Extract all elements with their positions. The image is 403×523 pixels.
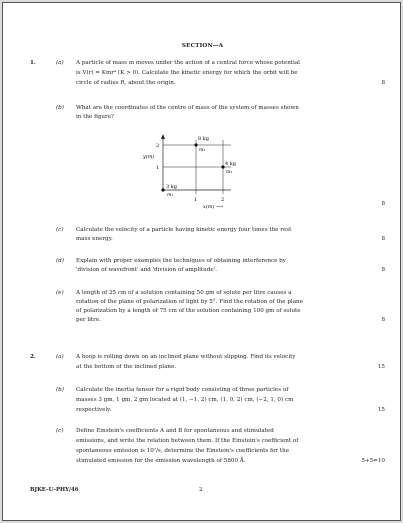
x-axis-label: x(m) ⟶ <box>203 204 224 210</box>
mass-m1-name: m₁ <box>167 193 174 198</box>
q1a-line-3: circle of radius R, about the origin. <box>76 80 176 86</box>
q2a-label: (a) <box>56 354 64 360</box>
mass-m3-value: 8 kg <box>198 136 210 142</box>
exam-page <box>2 2 401 521</box>
q2a-line-1: A hoop is rolling down on an inclined plane without slipping. Find its velocity <box>76 354 296 360</box>
mass-system-figure <box>143 130 248 210</box>
y-axis-label: y(m) <box>143 154 155 160</box>
tick-x2: 2 <box>221 197 225 203</box>
question-2-number: 2. <box>30 354 36 360</box>
q1e-line-3: of polarization by a length of 75 cm of the solution containing 100 gm of solute <box>76 308 301 314</box>
q1b-label: (b) <box>56 105 64 111</box>
q2c-line-2: emissions, and write the relation between them. If the Einstein's coefficient of <box>76 438 299 444</box>
q1c-marks: 8 <box>381 236 385 242</box>
question-1-number: 1. <box>30 60 36 66</box>
q1d-line-1: Explain with proper examples the techniques of obtaining interference by <box>76 258 286 264</box>
q1c-line-2: mass energy. <box>76 236 113 242</box>
q1b-line-2: in the figure? <box>76 114 115 120</box>
mass-m1-dot <box>161 188 164 191</box>
y-axis-arrow <box>161 134 165 139</box>
mass-m3-name: m₃ <box>199 148 206 153</box>
tick-x1: 1 <box>194 197 198 203</box>
q1a-label: (a) <box>56 60 64 66</box>
mass-m3-dot <box>194 143 197 146</box>
q2b-line-2: masses 3 gm, 1 gm, 2 gm located at (1, −1, 2) cm, (1, 0, 2) cm, (−2, 1, 0) cm <box>76 397 294 403</box>
section-title: SECTION—A <box>181 43 224 49</box>
q2b-label: (b) <box>56 387 64 393</box>
q2c-label: (c) <box>56 428 64 434</box>
tick-y2: 2 <box>156 143 160 149</box>
q1c-label: (c) <box>56 227 64 233</box>
footer-page-number: 2 <box>199 487 203 493</box>
q1e-marks: 8 <box>381 317 385 323</box>
mass-m2-name: m₂ <box>226 170 233 175</box>
q1e-line-4: per litre. <box>76 317 101 323</box>
q1a-marks: 8 <box>381 80 385 86</box>
q1e-label: (e) <box>56 290 64 296</box>
q1d-label: (d) <box>56 258 64 264</box>
q1b-marks: 8 <box>381 201 385 207</box>
mass-m2-value: 4 kg <box>225 161 237 167</box>
q1b-line-1: What are the coordinates of the centre of mass of the system of masses shown <box>76 105 299 111</box>
q1a-line-1: A particle of mass m moves under the action of a central force whose potential <box>76 60 300 66</box>
q2a-marks: 15 <box>377 364 385 370</box>
q1e-line-1: A length of 25 cm of a solution containing 50 gm of solute per litre causes a <box>76 290 292 296</box>
q1e-line-2: rotation of the plane of polarization of light by 5°. Find the rotation of the plane <box>76 299 303 305</box>
q1a-line-2: is V(r) = Kmr⁴ (K > 0). Calculate the kinetic energy for which the orbit will be <box>76 70 298 76</box>
q1c-line-1: Calculate the velocity of a particle having kinetic energy four times the rest <box>76 227 292 233</box>
footer-paper-code: BJKE–U–PHY/46 <box>30 487 79 493</box>
q2b-line-1: Calculate the inertia tensor for a rigid body consisting of three particles of <box>76 387 289 393</box>
q2c-line-3: spontaneous emission is 10⁷/s, determine the Einstein's coefficients for the <box>76 448 290 454</box>
q2a-line-2: at the bottom of the inclined plane. <box>76 364 177 370</box>
tick-y1: 1 <box>156 165 160 171</box>
q1d-line-2: 'division of wavefront' and 'division of amplitude'. <box>76 267 217 273</box>
q2c-marks: 5+5=10 <box>361 458 385 464</box>
q1d-marks: 8 <box>381 267 385 273</box>
q2b-marks: 15 <box>377 407 385 413</box>
q2b-line-3: respectively. <box>76 407 112 413</box>
q2c-line-1: Define Einstein's coefficients A and B for spontaneous and stimulated <box>76 428 274 434</box>
mass-m1-value: 3 kg <box>166 184 178 190</box>
q2c-line-4: stimulated emission for the emission wavelength of 5800 Å. <box>76 458 246 464</box>
